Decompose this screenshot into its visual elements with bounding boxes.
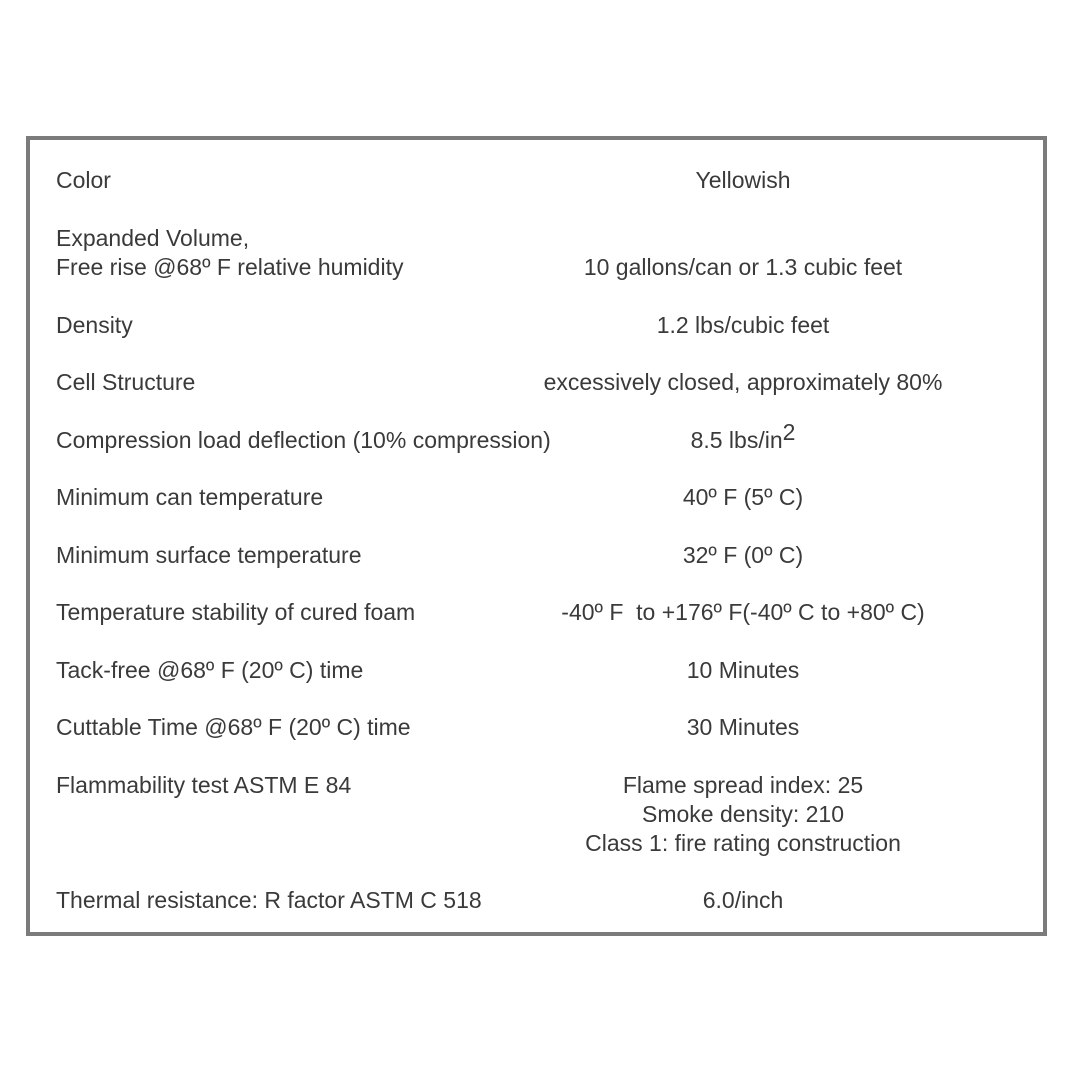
spec-label: Minimum can temperature xyxy=(56,484,324,510)
spec-value: 30 Minutes xyxy=(686,714,800,740)
spec-label: Color xyxy=(56,167,111,193)
spec-label: Temperature stability of cured foam xyxy=(56,599,416,625)
spec-label: Compression load deflection (10% compression) xyxy=(56,427,551,453)
spec-value-text: 8.5 lbs/in xyxy=(690,427,783,453)
spec-label: Cell Structure xyxy=(56,369,196,395)
spec-value: -40º F to +176º F(-40º C to +80º C) xyxy=(561,599,925,625)
spec-label: Thermal resistance: R factor ASTM C 518 xyxy=(56,887,482,913)
spec-value: 10 Minutes xyxy=(686,657,800,683)
spec-table xyxy=(26,136,1047,936)
spec-value-line: Class 1: fire rating construction xyxy=(585,830,901,856)
spec-label: Flammability test ASTM E 84 xyxy=(56,772,352,798)
spec-value: 32º F (0º C) xyxy=(682,542,804,568)
spec-label: Density xyxy=(56,312,133,338)
spec-label-line: Free rise @68º F relative humidity xyxy=(56,254,404,280)
spec-value-line: Smoke density: 210 xyxy=(641,801,844,827)
spec-label: Tack-free @68º F (20º C) time xyxy=(56,657,364,683)
spec-label: Cuttable Time @68º F (20º C) time xyxy=(56,714,411,740)
spec-value: 6.0/inch xyxy=(702,887,784,913)
spec-value xyxy=(585,771,901,858)
spec-value-superscript: 2 xyxy=(782,419,796,445)
spec-label: Minimum surface temperature xyxy=(56,542,362,568)
spec-value: Yellowish xyxy=(695,167,791,193)
spec-value: 1.2 lbs/cubic feet xyxy=(656,312,830,338)
spec-value: 10 gallons/can or 1.3 cubic feet xyxy=(583,254,903,280)
spec-label-line: Expanded Volume, xyxy=(56,225,250,251)
spec-value xyxy=(690,419,796,455)
spec-value-line: Flame spread index: 25 xyxy=(622,772,864,798)
spec-label xyxy=(56,224,403,282)
spec-value: excessively closed, approximately 80% xyxy=(543,369,943,395)
spec-value: 40º F (5º C) xyxy=(682,484,804,510)
